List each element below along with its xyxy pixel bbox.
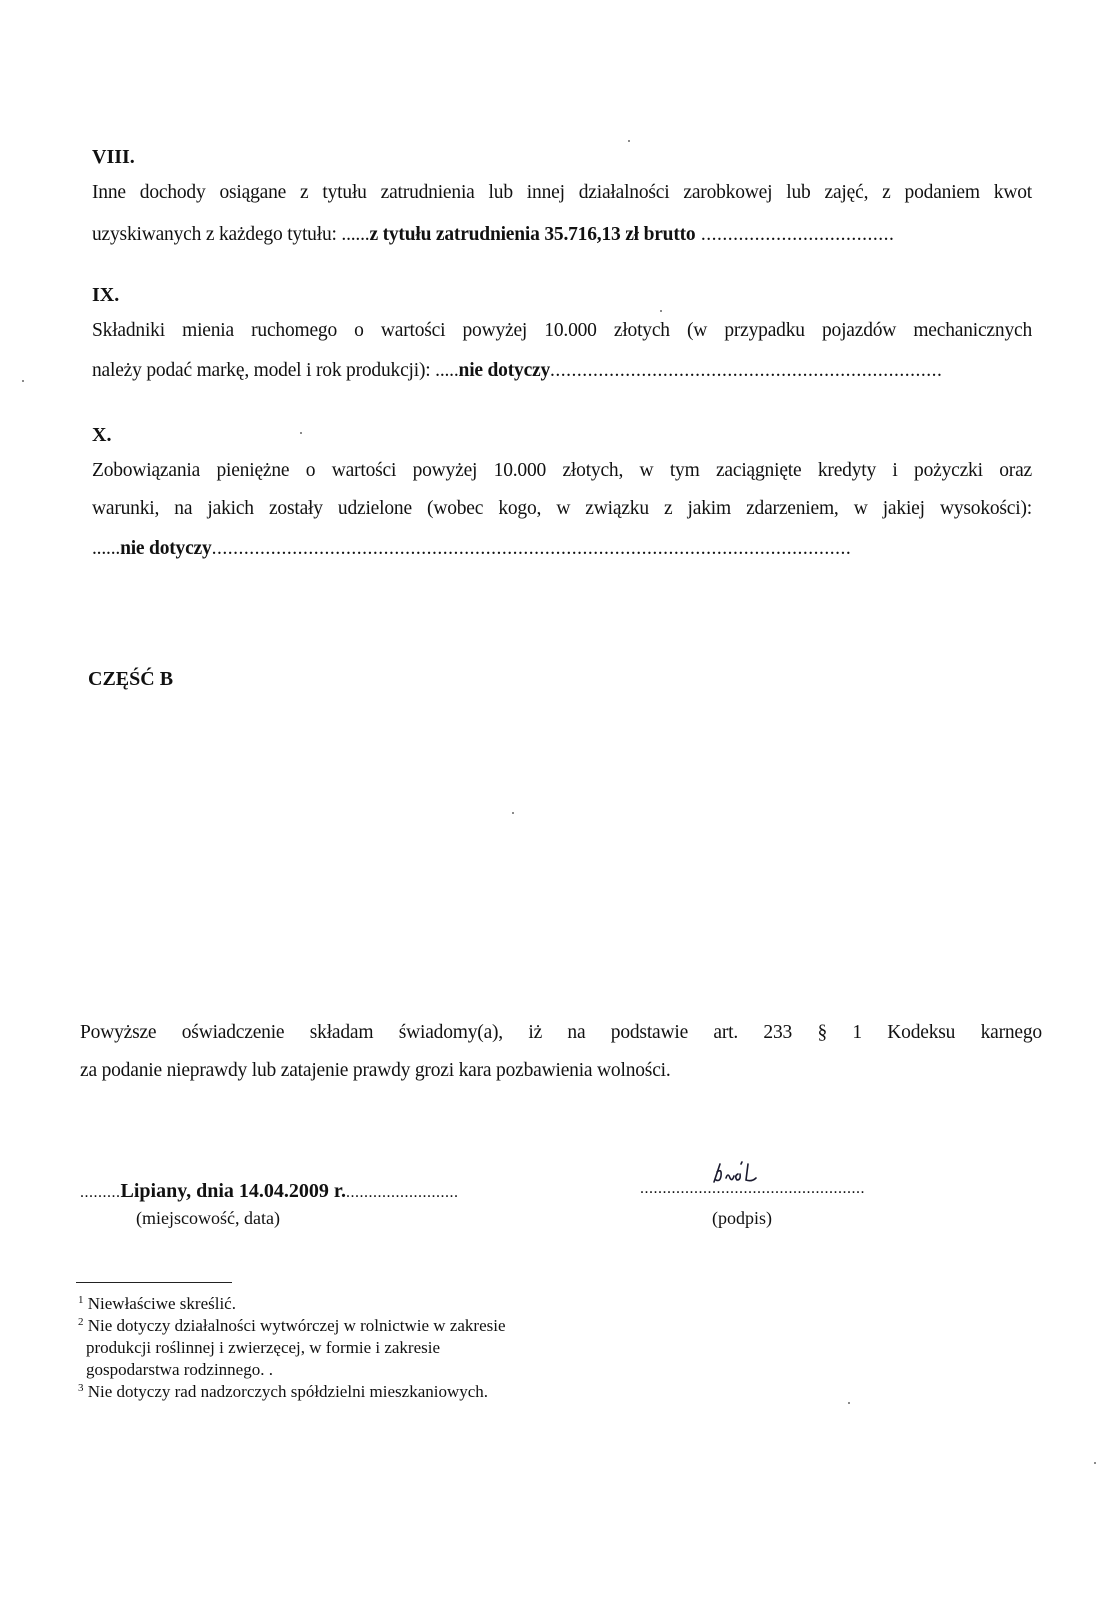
- footnote-text: Nie dotyczy działalności wytwórczej w rolnictwie w zakresie: [87, 1316, 506, 1335]
- section-viii-heading: VIII.: [92, 146, 135, 168]
- footnote-1: [78, 1294, 236, 1314]
- footnote-2-continuation-2: gospodarstwa rodzinnego. .: [86, 1360, 273, 1379]
- dotted-fill: .........: [80, 1184, 121, 1201]
- footnote-2: [78, 1316, 506, 1336]
- section-ix-prefix: należy podać markę, model i rok produkcji): .....: [92, 360, 459, 381]
- dotted-fill: ....................................: [695, 224, 895, 245]
- scan-speck: [1094, 1462, 1096, 1464]
- section-ix-line2: [92, 360, 942, 382]
- scan-speck: [628, 140, 630, 142]
- dotted-fill: .........................................................................: [550, 360, 943, 381]
- scan-speck: [512, 812, 514, 814]
- scan-speck: [300, 432, 302, 434]
- footnote-mark: 3: [78, 1382, 84, 1394]
- footnote-mark: 2: [78, 1316, 84, 1328]
- scan-speck: [22, 380, 24, 382]
- section-ix-heading: IX.: [92, 284, 120, 306]
- place-date-field: [80, 1180, 458, 1203]
- section-viii-answer: z tytułu zatrudnienia 35.716,13 zł brutto: [369, 224, 696, 245]
- section-ix-line1: Składniki mienia ruchomego o wartości powyżej 10.000 złotych (w przypadku pojazdów mechanicznych: [92, 320, 1032, 341]
- section-x-line3: [92, 538, 851, 560]
- place-date-caption: (miejscowość, data): [136, 1208, 280, 1228]
- footnote-text: Nie dotyczy rad nadzorczych spółdzielni mieszkaniowych.: [87, 1382, 489, 1401]
- section-viii-line1: Inne dochody osiągane z tytułu zatrudnienia lub innej działalności zarobkowej lub zajęć, z podaniem kwot: [92, 182, 1032, 203]
- footnote-separator: [76, 1282, 232, 1283]
- scan-speck: [848, 1402, 850, 1404]
- signature-line: ..................................................: [640, 1180, 865, 1197]
- section-x-prefix: ......: [92, 538, 121, 559]
- section-x-line2: warunki, na jakich zostały udzielone (wobec kogo, w związku z jakim zdarzeniem, w jakiej wysokości):: [92, 498, 1032, 519]
- declaration-line1: Powyższe oświadczenie składam świadomy(a), iż na podstawie art. 233 § 1 Kodeksu karnego: [80, 1022, 1042, 1043]
- section-x-line1: Zobowiązania pieniężne o wartości powyżej 10.000 złotych, w tym zaciągnięte kredyty i pożyczki oraz: [92, 460, 1032, 481]
- part-b-heading: CZĘŚĆ B: [88, 668, 174, 690]
- declaration-line2: za podanie nieprawdy lub zatajenie prawdy grozi kara pozbawienia wolności.: [80, 1060, 671, 1081]
- scan-speck: [660, 310, 662, 312]
- dotted-fill: .........................: [345, 1184, 459, 1201]
- dotted-fill: .......................................................................................................................: [211, 538, 852, 559]
- place-date-value: Lipiany, dnia 14.04.2009 r.: [120, 1180, 346, 1202]
- section-ix-answer: nie dotyczy: [458, 360, 551, 381]
- section-x-answer: nie dotyczy: [120, 538, 212, 559]
- section-x-heading: X.: [92, 424, 112, 446]
- footnote-3: [78, 1382, 488, 1402]
- footnote-2-continuation-1: produkcji roślinnej i zwierzęcej, w formie i zakresie: [86, 1338, 441, 1357]
- footnote-mark: 1: [78, 1294, 84, 1306]
- signature-caption: (podpis): [712, 1208, 772, 1228]
- section-viii-prefix: uzyskiwanych z każdego tytułu: ......: [92, 224, 370, 245]
- section-viii-line2: [92, 224, 894, 246]
- footnote-text: Niewłaściwe skreślić.: [87, 1294, 236, 1313]
